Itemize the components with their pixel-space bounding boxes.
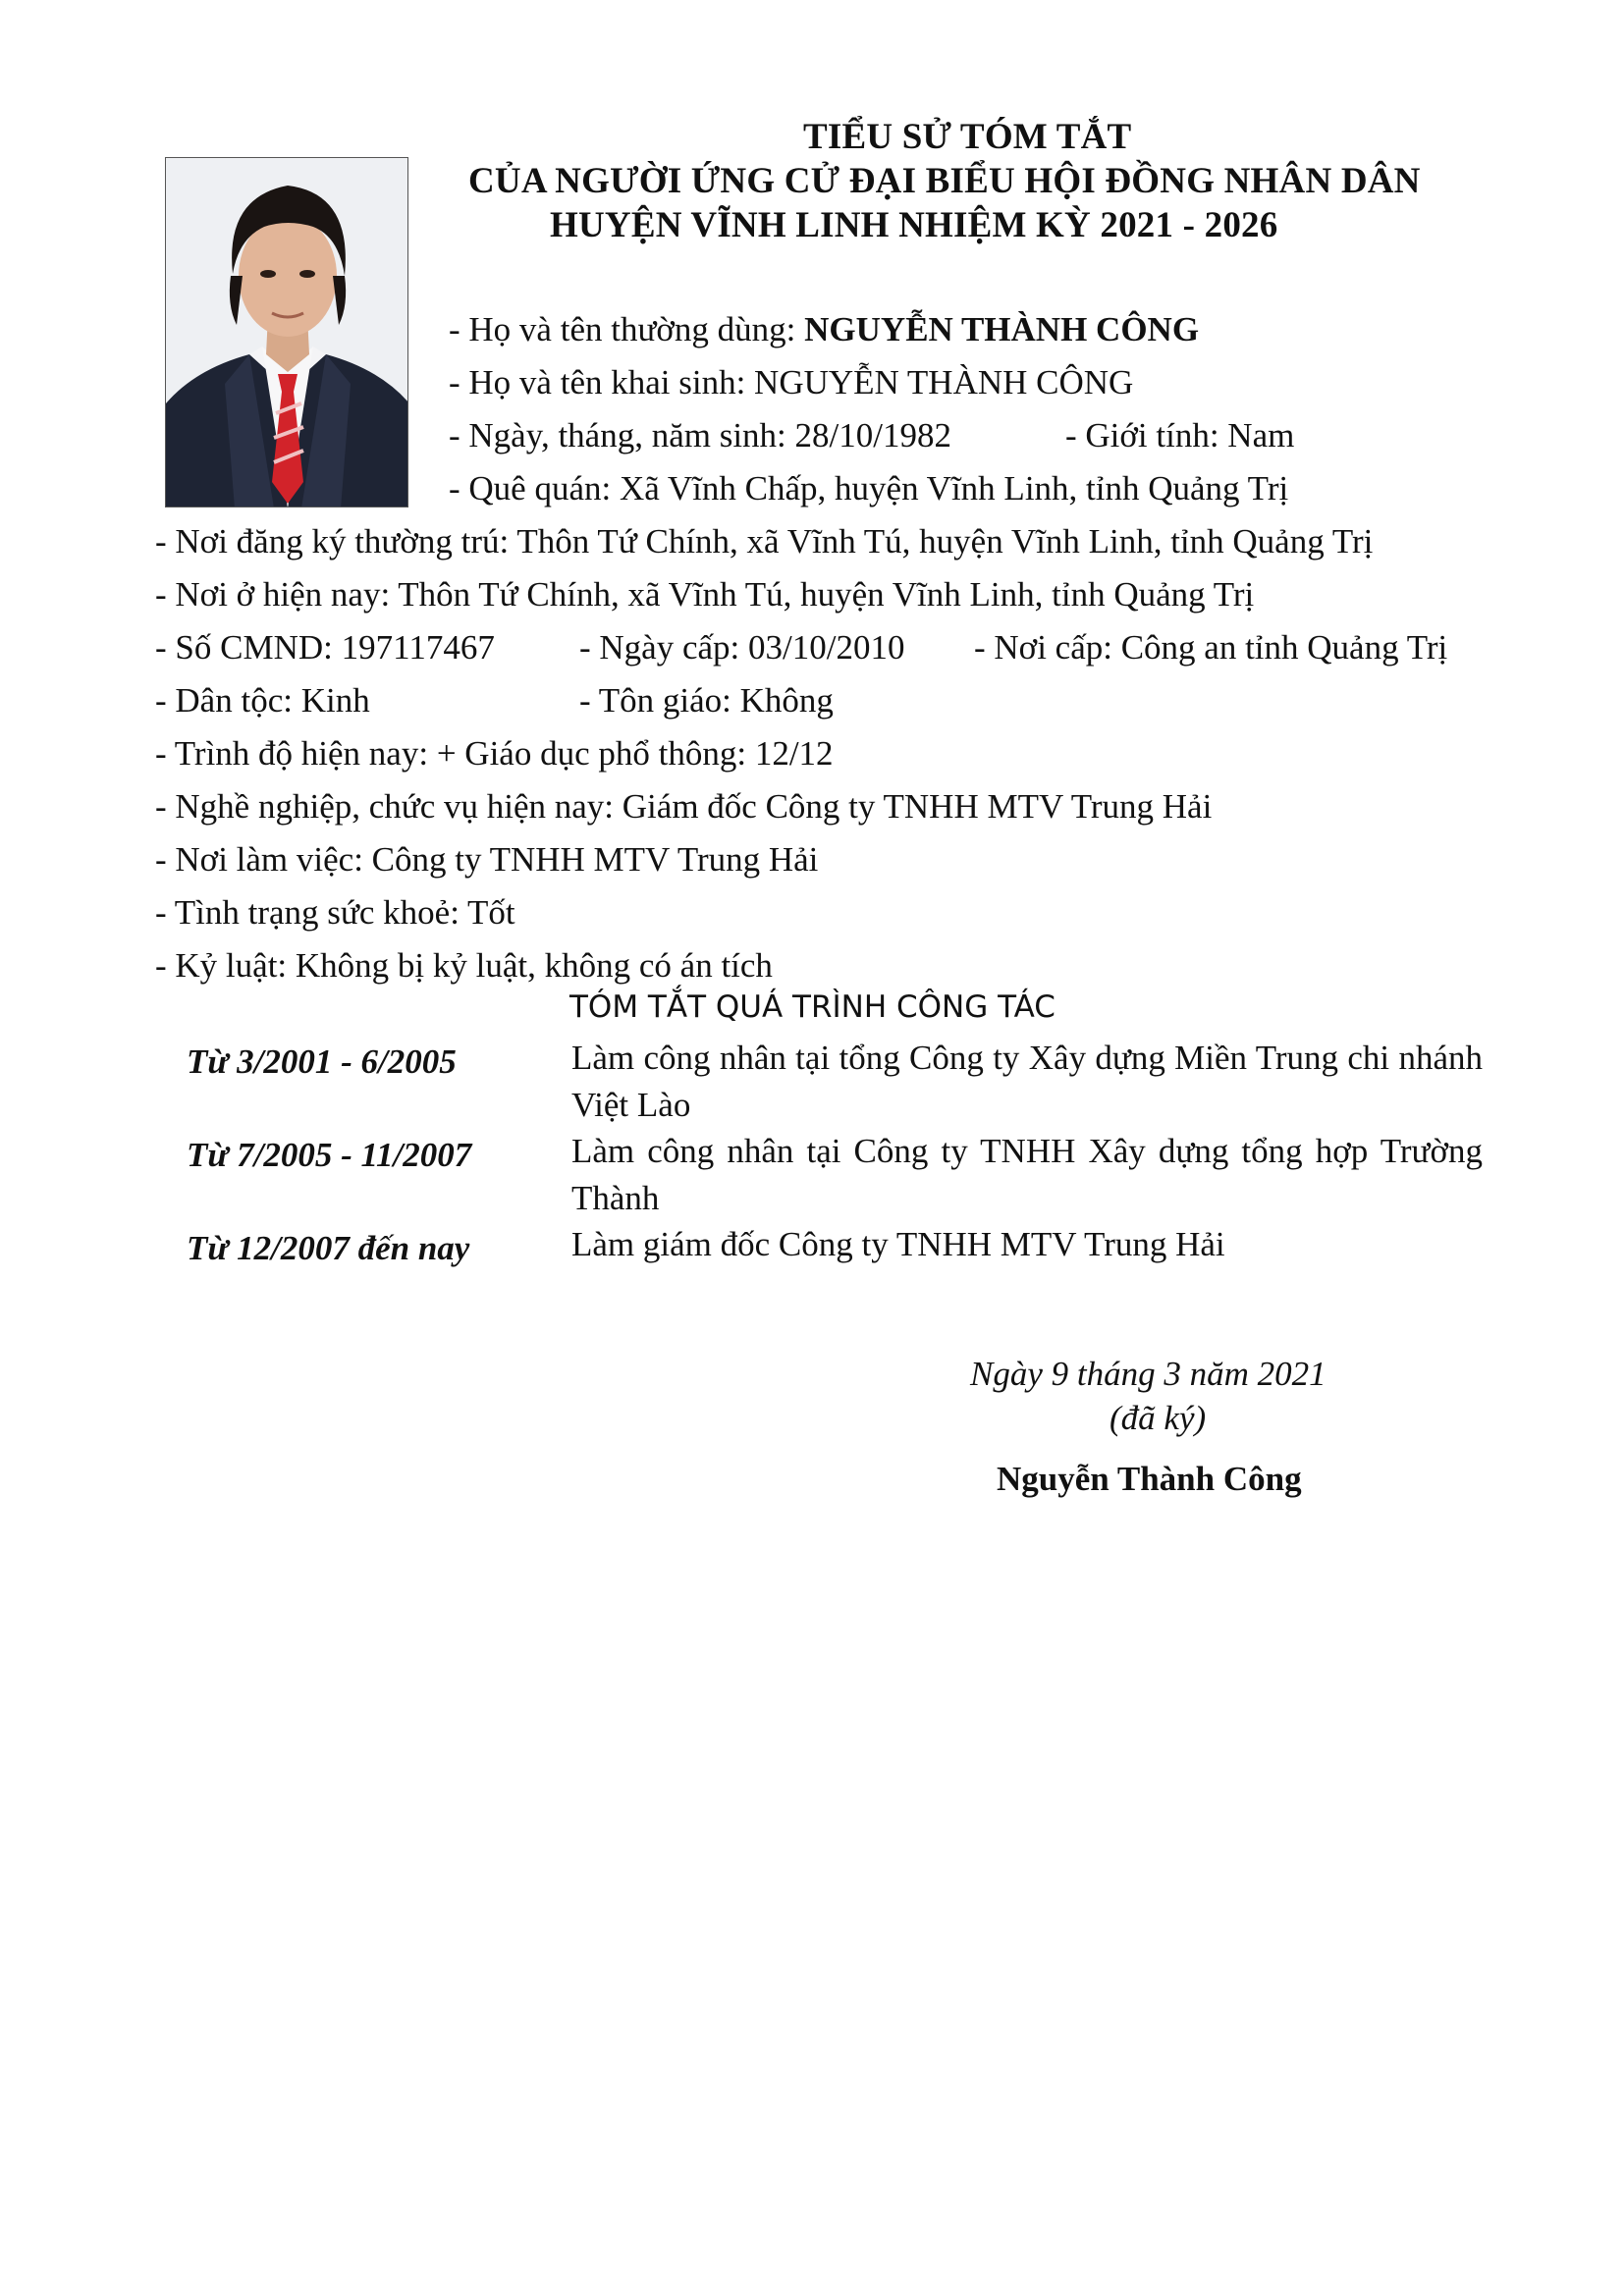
education-line: - Trình độ hiện nay: + Giáo dục phổ thông: 12/12	[155, 734, 834, 773]
signature-name: Nguyễn Thành Công	[997, 1460, 1302, 1498]
history-description: Làm giám đốc Công ty TNHH MTV Trung Hải	[571, 1225, 1225, 1263]
occupation-line: - Nghề nghiệp, chức vụ hiện nay: Giám đốc Công ty TNHH MTV Trung Hải	[155, 787, 1213, 826]
signature-date: Ngày 9 tháng 3 năm 2021	[970, 1355, 1326, 1393]
history-description: Làm công nhân tại Công ty TNHH Xây dựng tổng hợp Trường Thành	[571, 1132, 1483, 1217]
portrait-photo	[165, 157, 408, 507]
dob-line: - Ngày, tháng, năm sinh: 28/10/1982	[449, 416, 951, 454]
signature-note: (đã ký)	[1110, 1399, 1207, 1437]
id-issue-date-line: - Ngày cấp: 03/10/2010	[579, 628, 905, 667]
religion-line: - Tôn giáo: Không	[579, 681, 834, 720]
hometown-line: - Quê quán: Xã Vĩnh Chấp, huyện Vĩnh Linh, tỉnh Quảng Trị	[449, 469, 1289, 507]
history-period: Từ 12/2007 đến nay	[187, 1229, 470, 1267]
history-period: Từ 3/2001 - 6/2005	[187, 1042, 457, 1081]
common-name-line	[449, 312, 1199, 347]
permanent-residence-line: - Nơi đăng ký thường trú: Thôn Tứ Chính, xã Vĩnh Tú, huyện Vĩnh Linh, tỉnh Quảng Trị	[155, 522, 1374, 561]
common-name-value: NGUYỄN THÀNH CÔNG	[804, 310, 1200, 348]
birth-name-line: - Họ và tên khai sinh: NGUYỄN THÀNH CÔNG	[449, 363, 1134, 401]
work-history-heading: TÓM TẮT QUÁ TRÌNH CÔNG TÁC	[569, 989, 1056, 1025]
gender-line: - Giới tính: Nam	[1065, 416, 1295, 454]
history-description: Làm công nhân tại tổng Công ty Xây dựng Miền Trung chi nhánh Việt Lào	[571, 1039, 1483, 1124]
common-name-label: - Họ và tên thường dùng:	[449, 310, 805, 348]
health-line: - Tình trạng sức khoẻ: Tốt	[155, 893, 515, 932]
current-residence-line: - Nơi ở hiện nay: Thôn Tứ Chính, xã Vĩnh Tú, huyện Vĩnh Linh, tỉnh Quảng Trị	[155, 575, 1255, 614]
id-number-line: - Số CMND: 197117467	[155, 628, 495, 667]
ethnicity-line: - Dân tộc: Kinh	[155, 681, 370, 720]
document-title: TIỂU SỬ TÓM TẮT	[803, 117, 1132, 157]
document-subtitle: CỦA NGƯỜI ỨNG CỬ ĐẠI BIỂU HỘI ĐỒNG NHÂN DÂN	[468, 161, 1421, 201]
discipline-line: - Kỷ luật: Không bị kỷ luật, không có án tích	[155, 946, 773, 985]
id-issue-place-line: - Nơi cấp: Công an tỉnh Quảng Trị	[974, 628, 1448, 667]
history-period: Từ 7/2005 - 11/2007	[187, 1136, 472, 1174]
workplace-line: - Nơi làm việc: Công ty TNHH MTV Trung Hải	[155, 840, 819, 879]
document-term: HUYỆN VĨNH LINH NHIỆM KỲ 2021 - 2026	[550, 205, 1278, 245]
